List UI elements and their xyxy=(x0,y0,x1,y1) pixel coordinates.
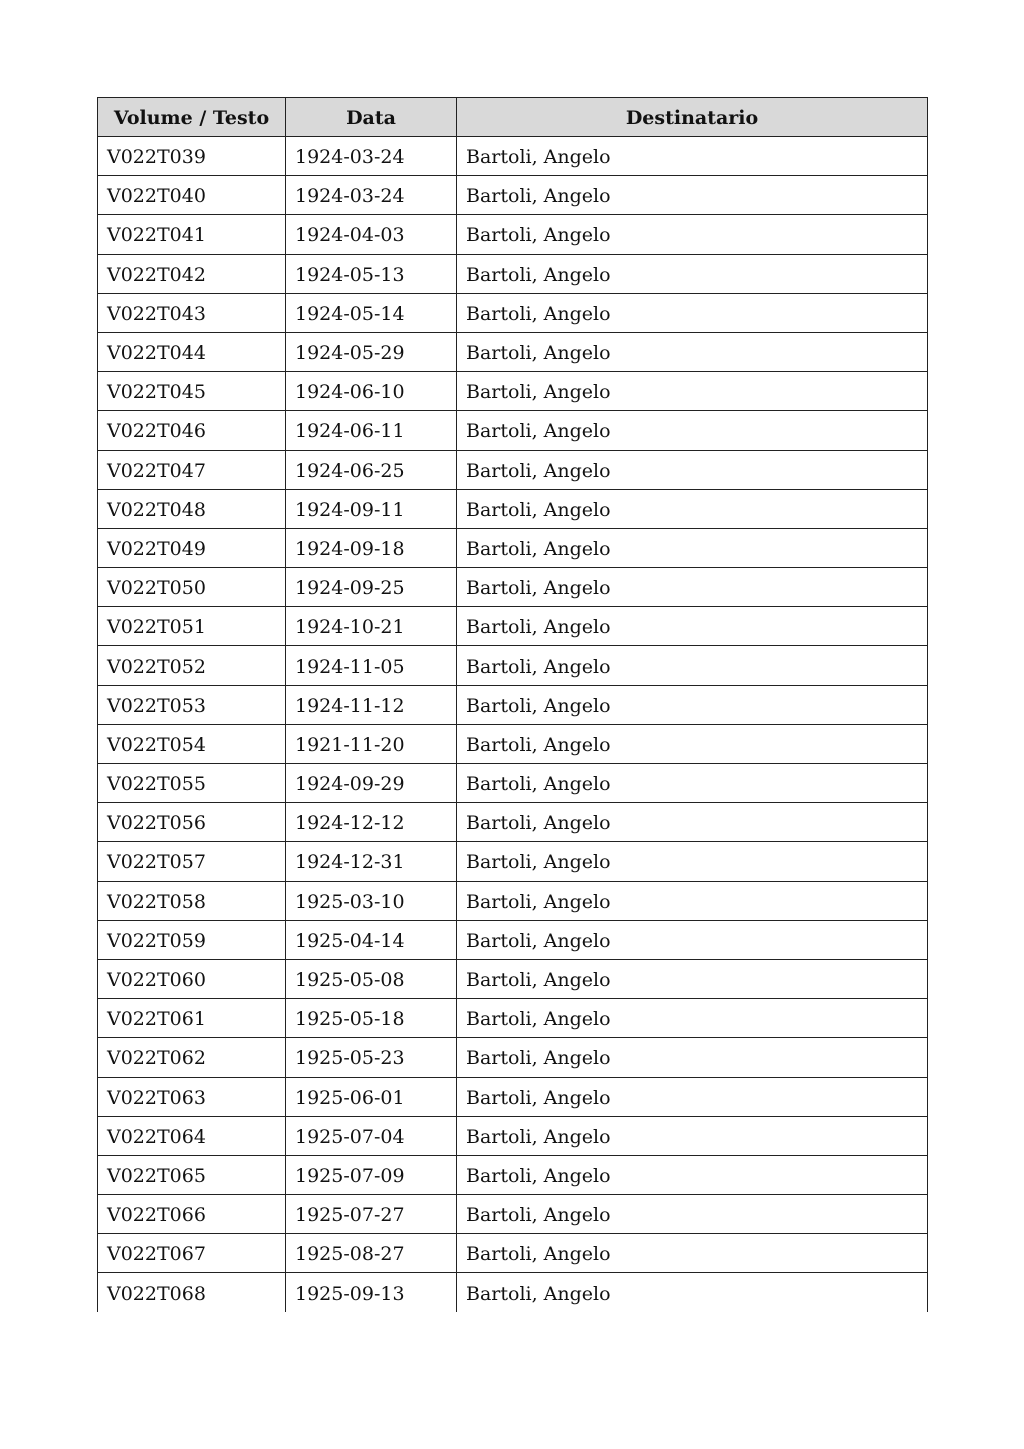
cell-data: 1925-07-04 xyxy=(286,1116,457,1155)
cell-destinatario: Bartoli, Angelo xyxy=(457,568,928,607)
cell-data: 1924-09-11 xyxy=(286,489,457,528)
table-row xyxy=(98,411,928,450)
cell-data: 1925-05-23 xyxy=(286,1038,457,1077)
cell-data: 1924-03-24 xyxy=(286,137,457,176)
cell-volume-testo: V022T050 xyxy=(98,568,286,607)
table-row xyxy=(98,1077,928,1116)
cell-destinatario: Bartoli, Angelo xyxy=(457,372,928,411)
table-header xyxy=(98,98,928,137)
cell-data: 1924-05-13 xyxy=(286,254,457,293)
cell-destinatario: Bartoli, Angelo xyxy=(457,528,928,567)
table-row xyxy=(98,489,928,528)
cell-data: 1924-09-25 xyxy=(286,568,457,607)
table-row xyxy=(98,803,928,842)
cell-destinatario: Bartoli, Angelo xyxy=(457,685,928,724)
cell-destinatario: Bartoli, Angelo xyxy=(457,411,928,450)
cell-destinatario: Bartoli, Angelo xyxy=(457,137,928,176)
table-row xyxy=(98,293,928,332)
cell-volume-testo: V022T053 xyxy=(98,685,286,724)
header-row xyxy=(98,98,928,137)
cell-volume-testo: V022T048 xyxy=(98,489,286,528)
table-row xyxy=(98,764,928,803)
cell-data: 1921-11-20 xyxy=(286,724,457,763)
table-row xyxy=(98,1155,928,1194)
cell-volume-testo: V022T044 xyxy=(98,332,286,371)
cell-destinatario: Bartoli, Angelo xyxy=(457,724,928,763)
table-row xyxy=(98,137,928,176)
cell-destinatario: Bartoli, Angelo xyxy=(457,999,928,1038)
cell-destinatario: Bartoli, Angelo xyxy=(457,1077,928,1116)
cell-volume-testo: V022T064 xyxy=(98,1116,286,1155)
cell-volume-testo: V022T039 xyxy=(98,137,286,176)
cell-data: 1924-05-14 xyxy=(286,293,457,332)
table-row xyxy=(98,1195,928,1234)
cell-data: 1924-11-12 xyxy=(286,685,457,724)
cell-volume-testo: V022T054 xyxy=(98,724,286,763)
cell-volume-testo: V022T063 xyxy=(98,1077,286,1116)
cell-destinatario: Bartoli, Angelo xyxy=(457,1116,928,1155)
table-row xyxy=(98,685,928,724)
cell-volume-testo: V022T056 xyxy=(98,803,286,842)
cell-volume-testo: V022T042 xyxy=(98,254,286,293)
cell-volume-testo: V022T040 xyxy=(98,176,286,215)
cell-volume-testo: V022T049 xyxy=(98,528,286,567)
cell-destinatario: Bartoli, Angelo xyxy=(457,803,928,842)
cell-data: 1924-12-31 xyxy=(286,842,457,881)
cell-destinatario: Bartoli, Angelo xyxy=(457,1234,928,1273)
cell-volume-testo: V022T058 xyxy=(98,881,286,920)
table-row xyxy=(98,215,928,254)
column-header-data: Data xyxy=(286,98,457,137)
cell-data: 1925-06-01 xyxy=(286,1077,457,1116)
cell-volume-testo: V022T068 xyxy=(98,1273,286,1312)
cell-destinatario: Bartoli, Angelo xyxy=(457,1273,928,1312)
cell-destinatario: Bartoli, Angelo xyxy=(457,332,928,371)
table-row xyxy=(98,1273,928,1312)
table-row xyxy=(98,528,928,567)
cell-destinatario: Bartoli, Angelo xyxy=(457,607,928,646)
table-row xyxy=(98,881,928,920)
table-row xyxy=(98,176,928,215)
cell-volume-testo: V022T062 xyxy=(98,1038,286,1077)
table-row xyxy=(98,332,928,371)
column-header-destinatario: Destinatario xyxy=(457,98,928,137)
cell-data: 1925-08-27 xyxy=(286,1234,457,1273)
cell-data: 1924-09-29 xyxy=(286,764,457,803)
table-row xyxy=(98,1116,928,1155)
cell-destinatario: Bartoli, Angelo xyxy=(457,215,928,254)
cell-volume-testo: V022T066 xyxy=(98,1195,286,1234)
cell-destinatario: Bartoli, Angelo xyxy=(457,646,928,685)
table-row xyxy=(98,724,928,763)
cell-destinatario: Bartoli, Angelo xyxy=(457,1155,928,1194)
cell-data: 1924-11-05 xyxy=(286,646,457,685)
table-row xyxy=(98,959,928,998)
cell-volume-testo: V022T067 xyxy=(98,1234,286,1273)
cell-volume-testo: V022T041 xyxy=(98,215,286,254)
cell-data: 1924-06-10 xyxy=(286,372,457,411)
cell-data: 1925-05-18 xyxy=(286,999,457,1038)
table-row xyxy=(98,372,928,411)
cell-data: 1924-05-29 xyxy=(286,332,457,371)
table-row xyxy=(98,999,928,1038)
cell-destinatario: Bartoli, Angelo xyxy=(457,293,928,332)
cell-destinatario: Bartoli, Angelo xyxy=(457,176,928,215)
cell-volume-testo: V022T065 xyxy=(98,1155,286,1194)
table-row xyxy=(98,607,928,646)
cell-destinatario: Bartoli, Angelo xyxy=(457,959,928,998)
cell-destinatario: Bartoli, Angelo xyxy=(457,842,928,881)
cell-data: 1924-06-25 xyxy=(286,450,457,489)
cell-data: 1924-06-11 xyxy=(286,411,457,450)
cell-volume-testo: V022T051 xyxy=(98,607,286,646)
cell-volume-testo: V022T043 xyxy=(98,293,286,332)
cell-volume-testo: V022T055 xyxy=(98,764,286,803)
table-row xyxy=(98,450,928,489)
cell-data: 1925-07-09 xyxy=(286,1155,457,1194)
cell-data: 1925-05-08 xyxy=(286,959,457,998)
cell-volume-testo: V022T046 xyxy=(98,411,286,450)
cell-destinatario: Bartoli, Angelo xyxy=(457,489,928,528)
cell-data: 1924-03-24 xyxy=(286,176,457,215)
cell-destinatario: Bartoli, Angelo xyxy=(457,881,928,920)
letters-table xyxy=(97,97,928,1312)
cell-data: 1925-07-27 xyxy=(286,1195,457,1234)
cell-data: 1924-10-21 xyxy=(286,607,457,646)
table-row xyxy=(98,1038,928,1077)
cell-destinatario: Bartoli, Angelo xyxy=(457,1195,928,1234)
cell-data: 1924-12-12 xyxy=(286,803,457,842)
cell-destinatario: Bartoli, Angelo xyxy=(457,920,928,959)
cell-data: 1925-04-14 xyxy=(286,920,457,959)
table-row xyxy=(98,646,928,685)
cell-volume-testo: V022T052 xyxy=(98,646,286,685)
cell-volume-testo: V022T047 xyxy=(98,450,286,489)
cell-destinatario: Bartoli, Angelo xyxy=(457,764,928,803)
column-header-volume-testo: Volume / Testo xyxy=(98,98,286,137)
cell-destinatario: Bartoli, Angelo xyxy=(457,1038,928,1077)
cell-volume-testo: V022T057 xyxy=(98,842,286,881)
cell-volume-testo: V022T045 xyxy=(98,372,286,411)
cell-destinatario: Bartoli, Angelo xyxy=(457,254,928,293)
table-row xyxy=(98,920,928,959)
cell-data: 1924-09-18 xyxy=(286,528,457,567)
table-row xyxy=(98,842,928,881)
cell-volume-testo: V022T060 xyxy=(98,959,286,998)
cell-volume-testo: V022T059 xyxy=(98,920,286,959)
table-row xyxy=(98,254,928,293)
cell-destinatario: Bartoli, Angelo xyxy=(457,450,928,489)
cell-volume-testo: V022T061 xyxy=(98,999,286,1038)
cell-data: 1925-09-13 xyxy=(286,1273,457,1312)
cell-data: 1924-04-03 xyxy=(286,215,457,254)
cell-data: 1925-03-10 xyxy=(286,881,457,920)
table-row xyxy=(98,568,928,607)
table-row xyxy=(98,1234,928,1273)
table-body xyxy=(98,137,928,1313)
